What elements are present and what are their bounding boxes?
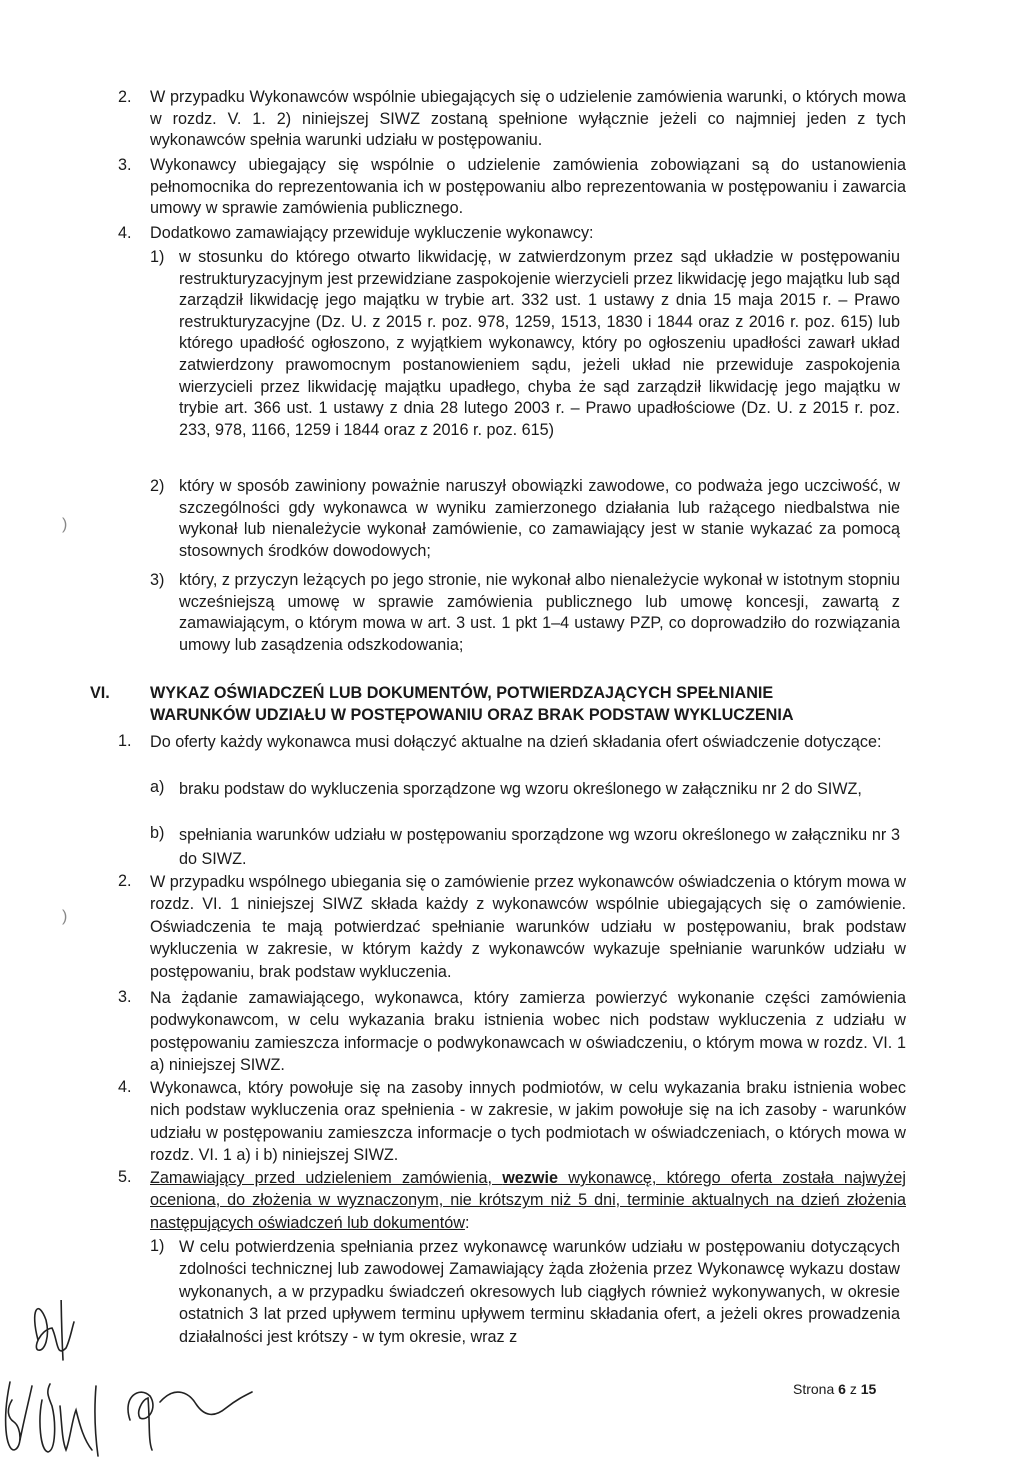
sub-item-number: b) [150, 824, 165, 842]
item-number: 2. [118, 872, 132, 890]
paragraph: który w sposób zawiniony poważnie naruszył obowiązki zawodowe, co podważa jego uczciwość, w szczególności gdy wykonawca w wyniku zamierzonego działania lub rażącego niedbalstwa nie wykonał lub nienależycie wykonał zamówienie, co zamawiający jest w stanie wykazać za pomocą stosownych środków dowodowych; [179, 477, 900, 560]
paragraph: Do oferty każdy wykonawca musi dołączyć aktualne na dzień składania ofert oświadczenie dotyczące: [150, 733, 882, 751]
page-label: Strona [793, 1381, 835, 1397]
paragraph: w stosunku do którego otwarto likwidację, w zatwierdzonym przez sąd układzie w postępowaniu restrukturyzacyjnym jest przewidziane zaspokojenie wierzycieli przez likwidację jego majątku lub sąd zarządził likwidację jego majątku w trybie art. 332 ust. 1 ustawy z dnia 15 maja 2015 r. – Prawo restrukturyzacyjne (Dz. U. z 2015 r. poz. 978, 1259, 1513, 1830 i 1844 oraz z 2016 r. poz. 615) lub którego upadłość ogłoszono, z wyjątkiem wykonawcy, który po ogłoszeniu upadłości zawarł układ zatwierdzony prawomocnym postanowieniem sądu, jeżeli układ nie przewiduje zaspokojenia wierzycieli przez likwidację majątku upadłego, chyba że sąd zarządził likwidację jego majątku w trybie art. 366 ust. 1 ustawy z dnia 28 lutego 2003 r. – Prawo upadłościowe (Dz. U. z 2015 r. poz. 233, 978, 1166, 1259 i 1844 oraz z 2016 r. poz. 615) [179, 248, 900, 439]
item-number: 3. [118, 156, 132, 174]
sub-item-number: 1) [150, 248, 165, 266]
paragraph: Na żądanie zamawiającego, wykonawca, który zamierza powierzyć wykonanie części zamówienia podwykonawcom, w celu wykazania braku istnienia wobec nich podstaw wykluczenia z udziału w postępowaniu zamieszcza informacje o podwykonawcach w oświadczeniu, o którym mowa w rozdz. VI. 1 a) niniejszej SIWZ. [150, 989, 906, 1075]
page-footer [793, 1381, 876, 1397]
paragraph: W przypadku Wykonawców wspólnie ubiegających się o udzielenie zamówienia warunki, o których mowa w rozdz. V. 1. 2) niniejszej SIWZ zostaną spełnione wyłącznie jeżeli co najmniej jeden z tych wykonawców spełnia warunki udziału w postępowaniu. [150, 88, 906, 150]
paragraph: Wykonawcy ubiegający się wspólnie o udzielenie zamówienia zobowiązani są do ustanowienia pełnomocnika do reprezentowania ich w postępowaniu albo reprezentowania w postępowaniu i zawarcia umowy w sprawie zamówienia publicznego. [150, 156, 906, 218]
section-heading-line1: WYKAZ OŚWIADCZEŃ LUB DOKUMENTÓW, POTWIERDZAJĄCYCH SPEŁNIANIE [150, 684, 774, 702]
page-separator: z [849, 1381, 857, 1397]
sub-item-number: a) [150, 778, 165, 796]
item-number: 1. [118, 732, 132, 750]
current-page-number: 6 [838, 1381, 846, 1397]
section-heading-line2: WARUNKÓW UDZIAŁU W POSTĘPOWANIU ORAZ BRAK PODSTAW WYKLUCZENIA [150, 706, 794, 724]
paragraph: Wykonawca, który powołuje się na zasoby innych podmiotów, w celu wykazania braku istnienia wobec nich podstaw wykluczenia oraz spełnienia - w zakresie, w jakim powołuje się na ich zasoby - warunków udziału w postępowaniu zamieszcza informacje o tych podmiotach w oświadczeniach, o których mowa w rozdz. VI. 1 a) i b) niniejszej SIWZ. [150, 1079, 906, 1165]
bold-underlined-text: wezwie [502, 1169, 558, 1187]
sub-item-number: 1) [150, 1237, 165, 1255]
item-number: 5. [118, 1168, 132, 1186]
total-pages: 15 [860, 1381, 877, 1397]
handwritten-signature-image [0, 1300, 340, 1458]
paragraph: W celu potwierdzenia spełniania przez wykonawcę warunków udziału w postępowaniu dotyczących zdolności technicznej lub zawodowej Zamawiający żąda złożenia przez Wykonawcę wykazu dostaw wykonanych, a w przypadku świadczeń okresowych lub ciągłych również wykonywanych, w okresie ostatnich 3 lat przed upływem terminu upływem terminu składania ofert, a jeżeli okres prowadzenia działalności jest krótszy - w tym okresie, wraz z [179, 1238, 900, 1346]
underlined-text: Zamawiający przed udzieleniem zamówienia, [150, 1169, 503, 1187]
section-number: VI. [90, 684, 110, 702]
sub-item-number: 2) [150, 477, 165, 495]
item-number: 2. [118, 88, 132, 106]
paragraph [150, 1167, 906, 1234]
underlined-text: wykonawcę, którego oferta została najwyżej oceniona, do złożenia w wyznaczonym, nie krótszym niż 5 dni, terminie aktualnych na dzień złożenia następujących oświadczeń lub dokumentów [150, 1169, 906, 1232]
colon: : [464, 1213, 470, 1232]
paragraph: spełniania warunków udziału w postępowaniu sporządzone wg wzoru określonego w załączniku nr 3 do SIWZ. [179, 826, 900, 868]
item-number: 4. [118, 1078, 132, 1096]
item-number: 3. [118, 988, 132, 1006]
item-number: 4. [118, 224, 132, 242]
margin-mark: ) [62, 516, 68, 533]
paragraph: który, z przyczyn leżących po jego stronie, nie wykonał albo nienależycie wykonał w istotnym stopniu wcześniejszą umowę w sprawie zamówienia publicznego lub umowę koncesji, zawartą z zamawiającym, o którym mowa w art. 3 ust. 1 pkt 1–4 ustawy PZP, co doprowadziło do rozwiązania umowy lub zasądzenia odszkodowania; [179, 571, 900, 654]
margin-mark: ) [62, 908, 68, 925]
sub-item-number: 3) [150, 571, 165, 589]
paragraph: W przypadku wspólnego ubiegania się o zamówienie przez wykonawców oświadczenia o którym mowa w rozdz. VI. 1 niniejszej SIWZ składa każdy z wykonawców wspólnie ubiegających się o zamówienie. Oświadczenia te mają potwierdzać spełnianie warunków udziału w postępowaniu, brak podstaw wykluczenia w zakresie, w którym każdy z wykonawców wykazuje spełnianie warunków udziału w postępowaniu, brak podstaw wykluczenia. [150, 873, 906, 981]
paragraph: braku podstaw do wykluczenia sporządzone wg wzoru określonego w załączniku nr 2 do SIWZ, [179, 780, 862, 798]
paragraph: Dodatkowo zamawiający przewiduje wykluczenie wykonawcy: [150, 224, 594, 242]
